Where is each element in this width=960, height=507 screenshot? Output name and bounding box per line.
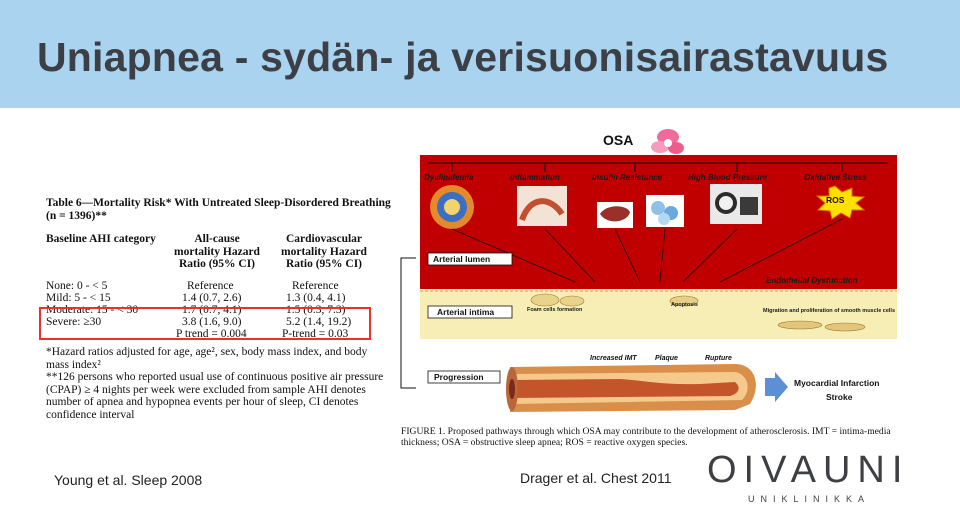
cell-category: Severe: ≥30 xyxy=(46,316,102,328)
inflammation-icon xyxy=(517,186,567,226)
label-insulin: Insulin Resistance xyxy=(592,173,663,182)
cell-cardio: 5.2 (1.4, 19.2) xyxy=(286,316,352,328)
pancreas-icon xyxy=(646,195,684,227)
footnote-adjusted: *Hazard ratios adjusted for age, age², sex, body mass index, and body mass index² xyxy=(46,346,368,371)
slide-title: Uniapnea - sydän- ja verisuonisairastavuus xyxy=(37,34,889,80)
cell-category: Moderate: 15 - < 30 xyxy=(46,304,139,316)
cell-all-cause: Reference xyxy=(187,280,234,292)
liver-icon xyxy=(597,202,633,228)
header-ahi: Baseline AHI category xyxy=(46,233,156,245)
label-foam-cells: Foam cells formation xyxy=(527,307,583,313)
cell-all-cause: 1.7 (0.7, 4.1) xyxy=(182,304,242,316)
label-progression: Progression xyxy=(434,372,484,382)
oivauni-logo: OIVAUNI xyxy=(707,449,910,491)
label-inflammation: Inflammation xyxy=(510,173,560,182)
cell-cardio: 1.3 (0.4, 4.1) xyxy=(286,292,346,304)
cell-cardio: Reference xyxy=(292,280,339,292)
header-all-cause: All-cause mortality Hazard Ratio (95% CI) xyxy=(174,233,260,271)
label-blood-pressure: High Blood Pressure xyxy=(688,173,768,182)
label-mi: Myocardial Infarction xyxy=(794,378,880,388)
cell-all-cause: 1.4 (0.7, 2.6) xyxy=(182,292,242,304)
figure-bracket xyxy=(401,258,416,388)
footnote-excluded: **126 persons who reported usual use of continuous positive air pressure (CPAP) ≥ 4 nights per week were excluded from sample AHI denotes number of apnea and hypopnea events per hour of sleep, CI denotes confidence interval xyxy=(46,371,384,421)
uniklinikka-subtitle: UNIKLINIKKA xyxy=(748,494,871,504)
citation-young: Young et al. Sleep 2008 xyxy=(54,472,203,488)
cell-cardio: P-trend = 0.03 xyxy=(282,328,349,340)
label-oxidative: Oxidative Stress xyxy=(804,173,867,182)
label-arterial-intima: Arterial intima xyxy=(437,307,495,317)
label-stroke: Stroke xyxy=(826,392,853,402)
label-migration: Migration and proliferation of smooth muscle cells xyxy=(763,308,896,314)
citation-drager: Drager et al. Chest 2011 xyxy=(520,470,672,486)
label-increased-imt: Increased IMT xyxy=(590,355,637,362)
header-cardio: Cardiovascular mortality Hazard Ratio (95% CI) xyxy=(281,233,367,271)
cell-category: Mild: 5 - < 15 xyxy=(46,292,111,304)
label-rupture: Rupture xyxy=(705,355,732,362)
osa-label: OSA xyxy=(603,132,634,148)
label-plaque: Plaque xyxy=(655,355,678,362)
figure-caption: FIGURE 1. Proposed pathways through which OSA may contribute to the development of atherosclerosis. IMT = intima-media thickness; OSA = obstructive sleep apnea; ROS = reactive oxygen species. xyxy=(401,426,891,448)
osa-flower-icon xyxy=(651,129,684,154)
cell-category: None: 0 - < 5 xyxy=(46,280,108,292)
outcome-arrow xyxy=(765,372,788,402)
cell-all-cause: 3.8 (1.6, 9.0) xyxy=(182,316,242,328)
label-endothelial: Endothelial Dysfunction xyxy=(766,276,858,285)
blood-pressure-icon xyxy=(710,184,762,224)
cell-cardio: 1.5 (0.3, 7.3) xyxy=(286,304,346,316)
table-caption: Table 6—Mortality Risk* With Untreated Sleep-Disordered Breathing (n = 1396)** xyxy=(46,197,391,222)
ros-label: ROS xyxy=(826,195,845,205)
lipoprotein-icon xyxy=(430,185,474,229)
label-apoptosis: Apoptosis xyxy=(671,302,698,308)
cell-all-cause: P trend = 0.004 xyxy=(176,328,247,340)
label-arterial-lumen: Arterial lumen xyxy=(433,254,491,264)
label-dyslipidemia: Dyslipidemia xyxy=(424,173,474,182)
artery-progression-illustration xyxy=(506,364,756,412)
